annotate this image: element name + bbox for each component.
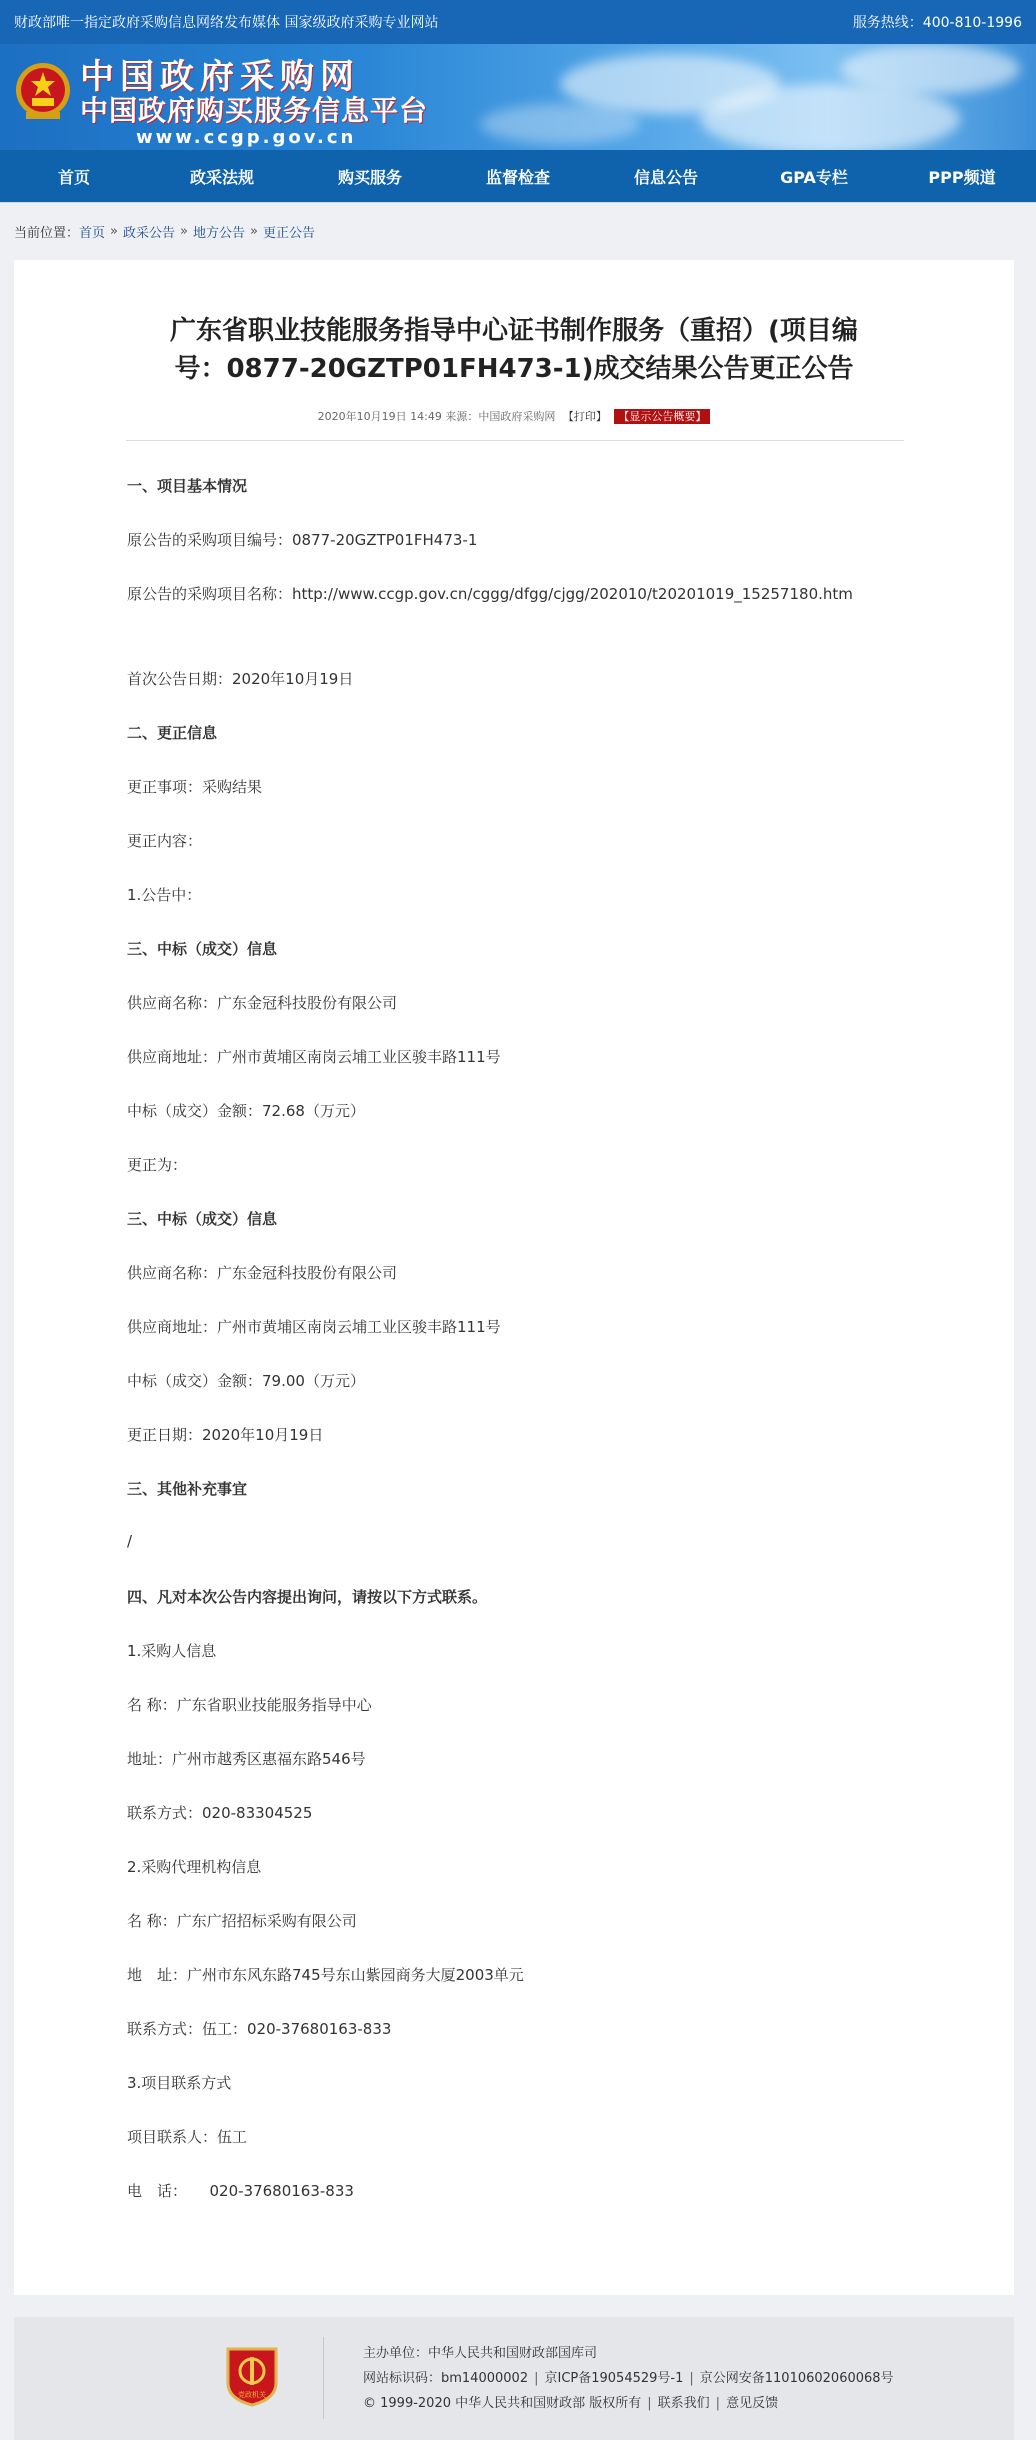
breadcrumb-separator: » (110, 223, 118, 239)
national-emblem-icon (14, 60, 72, 122)
badge-label: 党政机关 (238, 2391, 266, 2399)
nav-item-gpa[interactable]: GPA专栏 (780, 167, 848, 187)
breadcrumb-prefix: 当前位置： (14, 225, 80, 241)
breadcrumb-separator: » (180, 223, 188, 239)
body-line: 供应商地址：广州市黄埔区南岗云埔工业区骏丰路111号 (127, 1318, 501, 1336)
section-heading: 二、更正信息 (127, 724, 218, 742)
footer-registration: 网站标识码：bm14000002 | 京ICP备19054529号-1 | 京公网安备11010602060068号 (363, 2371, 894, 2386)
title-divider (126, 440, 904, 441)
footer-sponsor: 主办单位：中华人民共和国财政部国库司 (363, 2346, 598, 2361)
body-line: 更正日期：2020年10月19日 (127, 1426, 324, 1444)
top-bar (0, 0, 1036, 44)
footer-feedback-link[interactable]: 意见反馈 (726, 2396, 779, 2411)
nav-item-supervision[interactable]: 监督检查 (485, 167, 550, 187)
body-line: 供应商名称：广东金冠科技股份有限公司 (127, 994, 398, 1012)
logo-title: 中国政府采购网 (80, 57, 360, 97)
body-line: 地 址：广州市东风东路745号东山紫园商务大厦2003单元 (127, 1966, 524, 1984)
breadcrumb-home[interactable]: 首页 (79, 225, 106, 241)
site-banner (0, 44, 1036, 150)
body-line: 更正事项：采购结果 (127, 778, 263, 796)
article-title-line: 号：0877-20GZTP01FH473-1)成交结果公告更正公告 (174, 354, 854, 384)
nav-item-ppp[interactable]: PPP频道 (928, 167, 996, 187)
print-link[interactable]: 【打印】 (562, 410, 607, 423)
body-line: 中标（成交）金额：79.00（万元） (127, 1372, 365, 1390)
body-line: 更正为： (127, 1156, 188, 1174)
body-line: 1.采购人信息 (127, 1642, 217, 1660)
footer-police-record[interactable]: 京公网安备11010602060068号 (699, 2371, 894, 2386)
logo-url: www.ccgp.gov.cn (136, 127, 357, 148)
footer-contact-link[interactable]: 联系我们 (657, 2396, 710, 2411)
publish-info: 2020年10月19日 14:49 来源：中国政府采购网 (317, 410, 556, 423)
body-line: 供应商地址：广州市黄埔区南岗云埔工业区骏丰路111号 (127, 1048, 501, 1066)
nav-item-regulations[interactable]: 政采法规 (189, 167, 254, 187)
breadcrumb (0, 203, 1036, 259)
body-line: 更正内容： (127, 832, 203, 850)
footer-divider (323, 2337, 324, 2419)
footer-icp[interactable]: 京ICP备19054529号-1 (544, 2371, 684, 2386)
footer-site-id: 网站标识码：bm14000002 (363, 2371, 529, 2386)
body-line: 联系方式：伍工：020-37680163-833 (127, 2020, 392, 2038)
nav-item-home[interactable]: 首页 (57, 167, 90, 187)
body-line: 项目联系人：伍工 (127, 2128, 248, 2146)
body-line: / (127, 1532, 133, 1550)
breadcrumb-separator: » (250, 223, 258, 239)
body-line: 原公告的采购项目编号：0877-20GZTP01FH473-1 (127, 531, 478, 549)
breadcrumb-correction-announcements[interactable]: 更正公告 (262, 225, 315, 241)
nav-item-purchase-services[interactable]: 购买服务 (337, 167, 402, 187)
party-government-badge-icon[interactable] (224, 2345, 280, 2407)
main-nav (0, 150, 1036, 203)
site-tagline: 财政部唯一指定政府采购信息网络发布媒体 国家级政府采购专业网站 (14, 15, 439, 31)
body-line: 原公告的采购项目名称：http://www.ccgp.gov.cn/cggg/dfgg/cjgg/202010/t20201019_15257180.htm (127, 585, 853, 603)
site-footer (14, 2317, 1014, 2440)
body-line: 中标（成交）金额：72.68（万元） (127, 1102, 365, 1120)
body-line: 名 称：广东省职业技能服务指导中心 (127, 1696, 372, 1714)
section-heading: 四、凡对本次公告内容提出询问，请按以下方式联系。 (127, 1588, 488, 1606)
section-heading: 三、其他补充事宜 (127, 1480, 248, 1498)
footer-copyright: © 1999-2020 中华人民共和国财政部 版权所有 (363, 2396, 642, 2411)
body-line: 3.项目联系方式 (127, 2074, 232, 2092)
section-heading: 一、项目基本情况 (127, 477, 248, 495)
article-meta (14, 408, 1014, 424)
article-title-line: 广东省职业技能服务指导中心证书制作服务（重招）(项目编 (170, 316, 858, 346)
article-title (154, 312, 874, 388)
section-heading: 三、中标（成交）信息 (127, 940, 278, 958)
footer-copyright-row: © 1999-2020 中华人民共和国财政部 版权所有 | 联系我们 | 意见反馈 (363, 2396, 779, 2411)
body-line: 首次公告日期：2020年10月19日 (127, 670, 354, 688)
body-line: 名 称：广东广招招标采购有限公司 (127, 1912, 357, 1930)
body-line: 供应商名称：广东金冠科技股份有限公司 (127, 1264, 398, 1282)
breadcrumb-announcements[interactable]: 政采公告 (123, 225, 176, 241)
body-line: 地址：广州市越秀区惠福东路546号 (127, 1750, 366, 1768)
breadcrumb-local-announcements[interactable]: 地方公告 (192, 225, 245, 241)
body-line: 2.采购代理机构信息 (127, 1858, 262, 1876)
logo-subtitle: 中国政府购买服务信息平台 (80, 94, 429, 127)
show-summary-button[interactable]: 【显示公告概要】 (614, 409, 710, 424)
service-hotline: 服务热线：400-810-1996 (852, 15, 1022, 31)
body-line: 1.公告中： (127, 886, 202, 904)
body-line: 电 话： 020-37680163-833 (127, 2182, 354, 2200)
footer-info (363, 2341, 894, 2416)
nav-item-announcements[interactable]: 信息公告 (633, 167, 698, 187)
body-line: 联系方式：020-83304525 (127, 1804, 313, 1822)
article-panel (14, 260, 1014, 2295)
site-logo[interactable] (80, 58, 428, 150)
section-heading: 三、中标（成交）信息 (127, 1210, 278, 1228)
